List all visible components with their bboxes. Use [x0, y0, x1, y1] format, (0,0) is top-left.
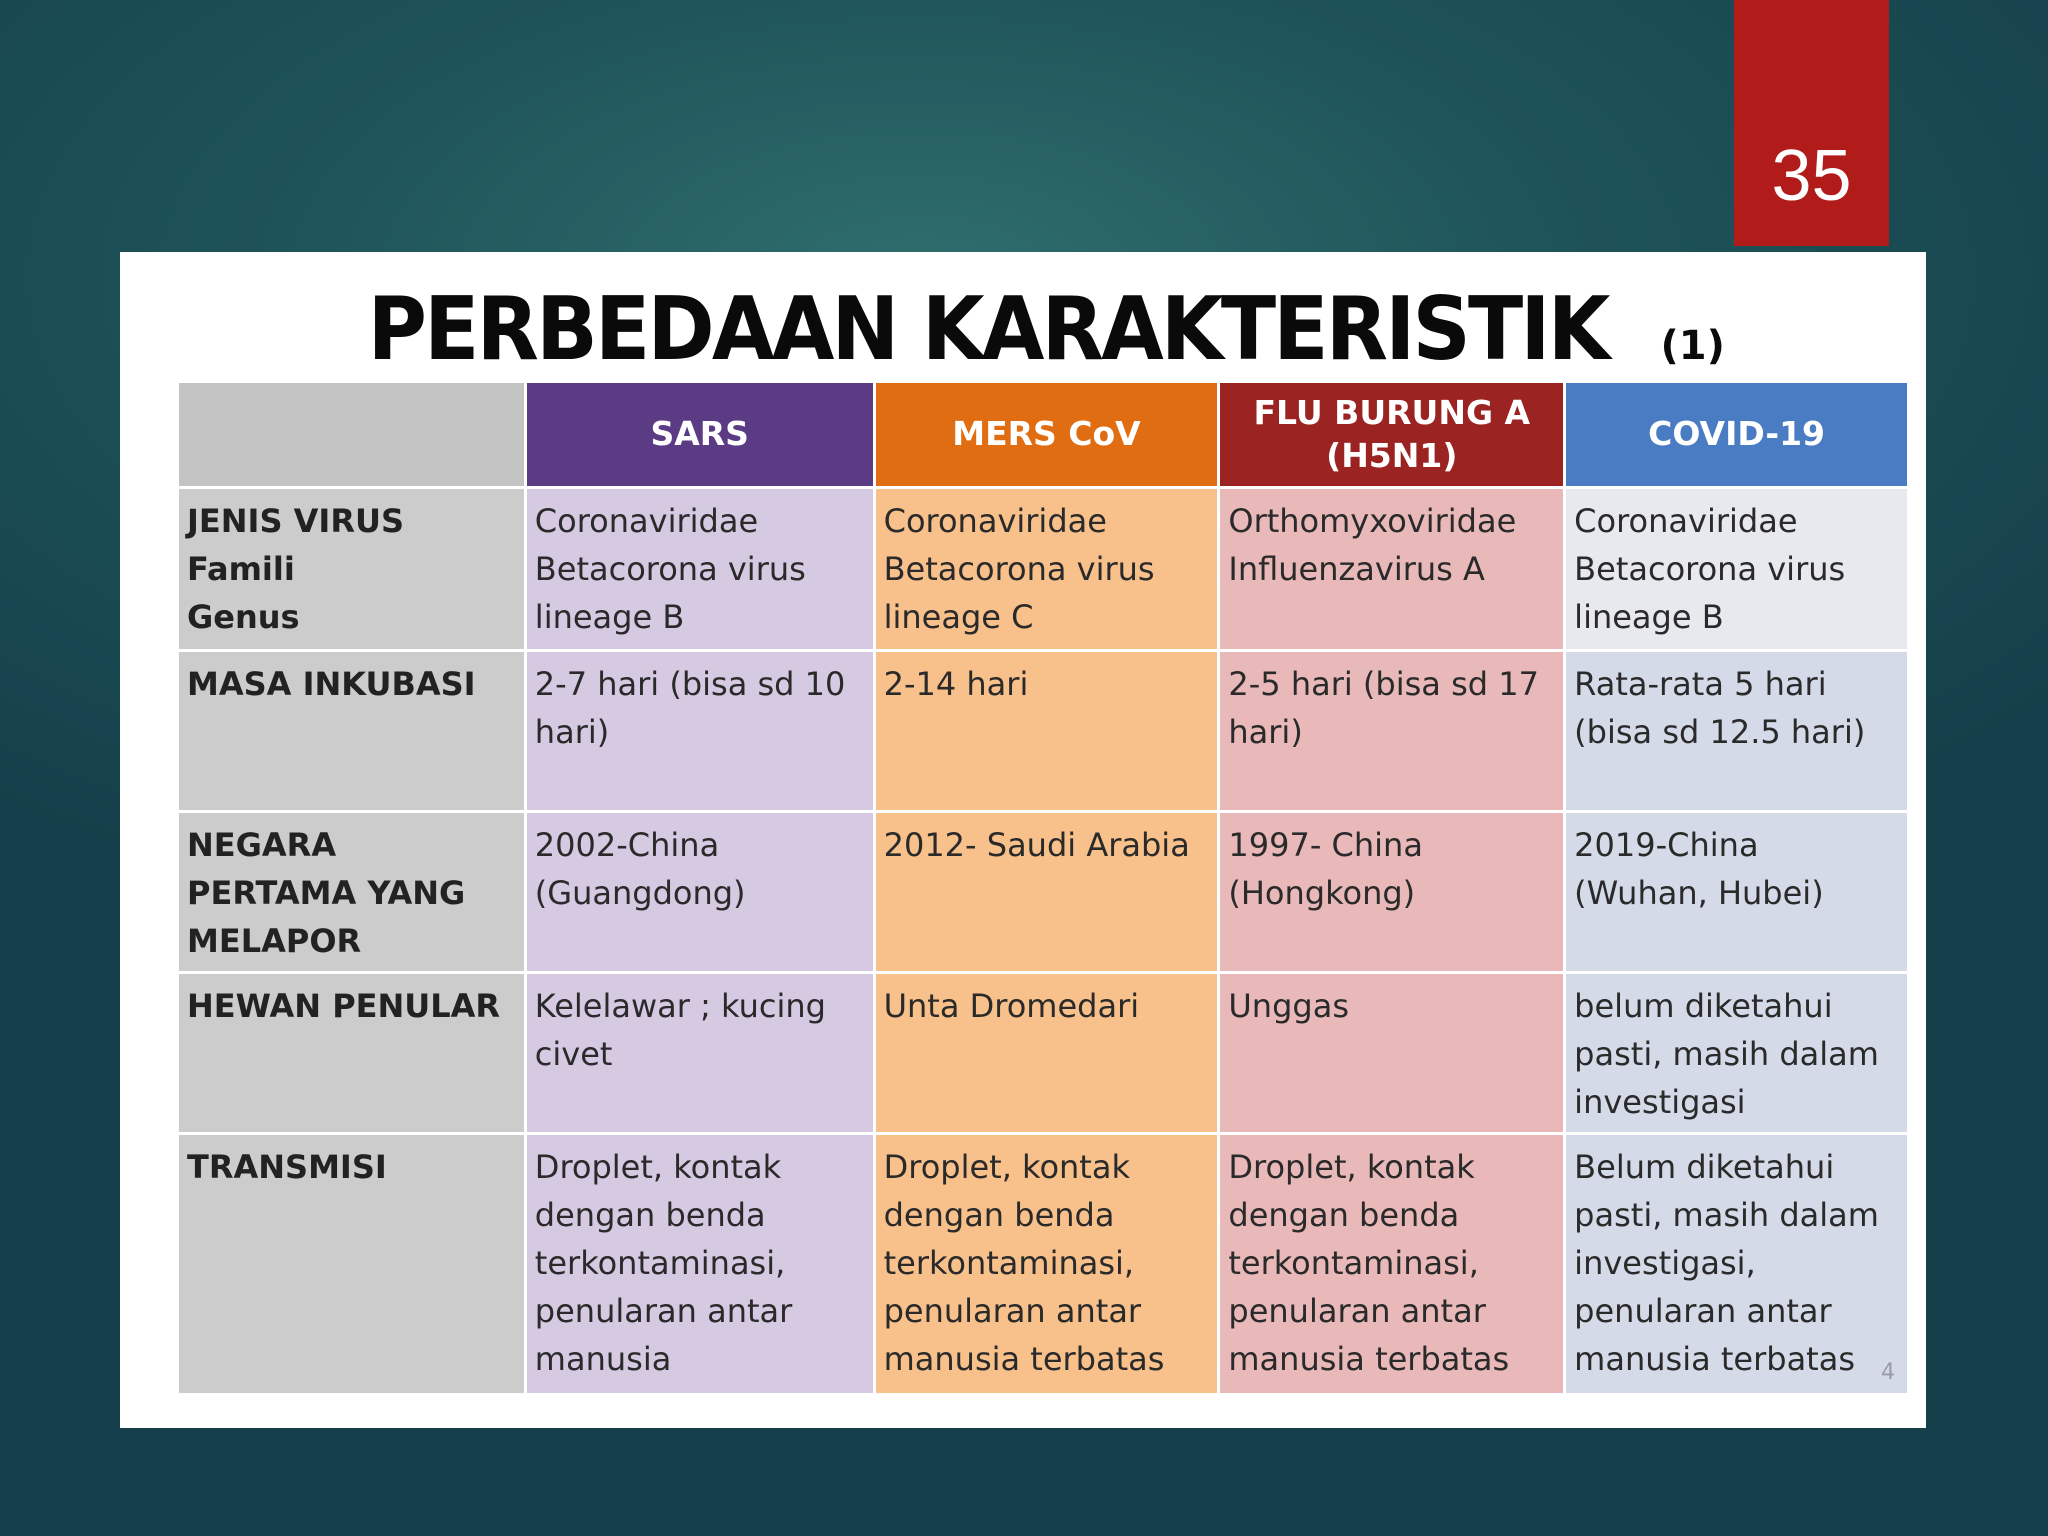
cell-covid-masa-inkubasi: Rata-rata 5 hari (bisa sd 12.5 hari)	[1566, 652, 1907, 810]
slide-number-badge	[1734, 0, 1889, 246]
cell-line: Betacorona virus	[1574, 550, 1846, 588]
cell-sars-masa-inkubasi: 2-7 hari (bisa sd 10 hari)	[527, 652, 873, 810]
cell-flu-negara-pertama: 1997- China (Hongkong)	[1220, 813, 1563, 971]
content-card	[120, 252, 1926, 1428]
inner-page-number: 4	[1881, 1360, 1895, 1385]
cell-line: lineage B	[1574, 598, 1724, 636]
header-flu-burung	[1220, 383, 1563, 486]
table-row	[179, 489, 1907, 649]
title-text: PERBEDAAN KARAKTERISTIK	[367, 278, 1608, 380]
cell-text: Belum diketahui pasti, masih dalam investigasi, penularan antar manusia terbatas	[1574, 1148, 1879, 1378]
cell-line: Betacorona virus	[534, 550, 806, 588]
cell-covid-transmisi	[1566, 1135, 1907, 1393]
cell-flu-masa-inkubasi: 2-5 hari (bisa sd 17 hari)	[1220, 652, 1563, 810]
table-row	[179, 813, 1907, 971]
header-empty-cell	[179, 383, 524, 486]
cell-mers-transmisi: Droplet, kontak dengan benda terkontaminasi, penularan antar manusia terbatas	[876, 1135, 1218, 1393]
table-row	[179, 1135, 1907, 1393]
cell-sars-transmisi: Droplet, kontak dengan benda terkontaminasi, penularan antar manusia	[527, 1135, 873, 1393]
cell-line: Coronaviridae	[883, 502, 1107, 540]
row-label-transmisi: TRANSMISI	[179, 1135, 524, 1393]
cell-sars-hewan-penular: Kelelawar ; kucing civet	[527, 974, 873, 1132]
cell-mers-masa-inkubasi: 2-14 hari	[876, 652, 1218, 810]
header-mers-cov: MERS CoV	[876, 383, 1218, 486]
table-row	[179, 652, 1907, 810]
cell-mers-jenis-virus	[876, 489, 1218, 649]
row-label-hewan-penular: HEWAN PENULAR	[179, 974, 524, 1132]
title-suffix: (1)	[1660, 323, 1725, 369]
slide-title	[120, 278, 1926, 380]
cell-flu-hewan-penular: Unggas	[1220, 974, 1563, 1132]
cell-mers-hewan-penular: Unta Dromedari	[876, 974, 1218, 1132]
cell-covid-jenis-virus	[1566, 489, 1907, 649]
row-label-negara-pertama: NEGARA PERTAMA YANG MELAPOR	[179, 813, 524, 971]
cell-flu-transmisi: Droplet, kontak dengan benda terkontaminasi, penularan antar manusia terbatas	[1220, 1135, 1563, 1393]
cell-line: Betacorona virus	[883, 550, 1155, 588]
row-label-line: Genus	[187, 598, 300, 636]
cell-covid-hewan-penular: belum diketahui pasti, masih dalam investigasi	[1566, 974, 1907, 1132]
cell-line: Influenzavirus A	[1228, 550, 1485, 588]
comparison-table	[176, 380, 1910, 1396]
table-row	[179, 974, 1907, 1132]
cell-line: Coronaviridae	[1574, 502, 1798, 540]
cell-sars-jenis-virus	[527, 489, 873, 649]
header-flu-line2: (H5N1)	[1326, 435, 1458, 475]
cell-mers-negara-pertama: 2012- Saudi Arabia	[876, 813, 1218, 971]
table-header-row	[179, 383, 1907, 486]
header-flu-line1: FLU BURUNG A	[1253, 392, 1531, 432]
cell-covid-negara-pertama: 2019-China (Wuhan, Hubei)	[1566, 813, 1907, 971]
cell-sars-negara-pertama: 2002-China (Guangdong)	[527, 813, 873, 971]
slide-number: 35	[1771, 136, 1852, 216]
header-sars: SARS	[527, 383, 873, 486]
cell-line: lineage C	[883, 598, 1034, 636]
row-label-jenis-virus	[179, 489, 524, 649]
header-covid-19: COVID-19	[1566, 383, 1907, 486]
cell-line: lineage B	[534, 598, 685, 636]
cell-line: Orthomyxoviridae	[1228, 502, 1517, 540]
row-label-line: Famili	[187, 550, 295, 588]
cell-flu-jenis-virus	[1220, 489, 1563, 649]
cell-line: Coronaviridae	[534, 502, 759, 540]
row-label-line: JENIS VIRUS	[187, 502, 404, 540]
row-label-masa-inkubasi: MASA INKUBASI	[179, 652, 524, 810]
